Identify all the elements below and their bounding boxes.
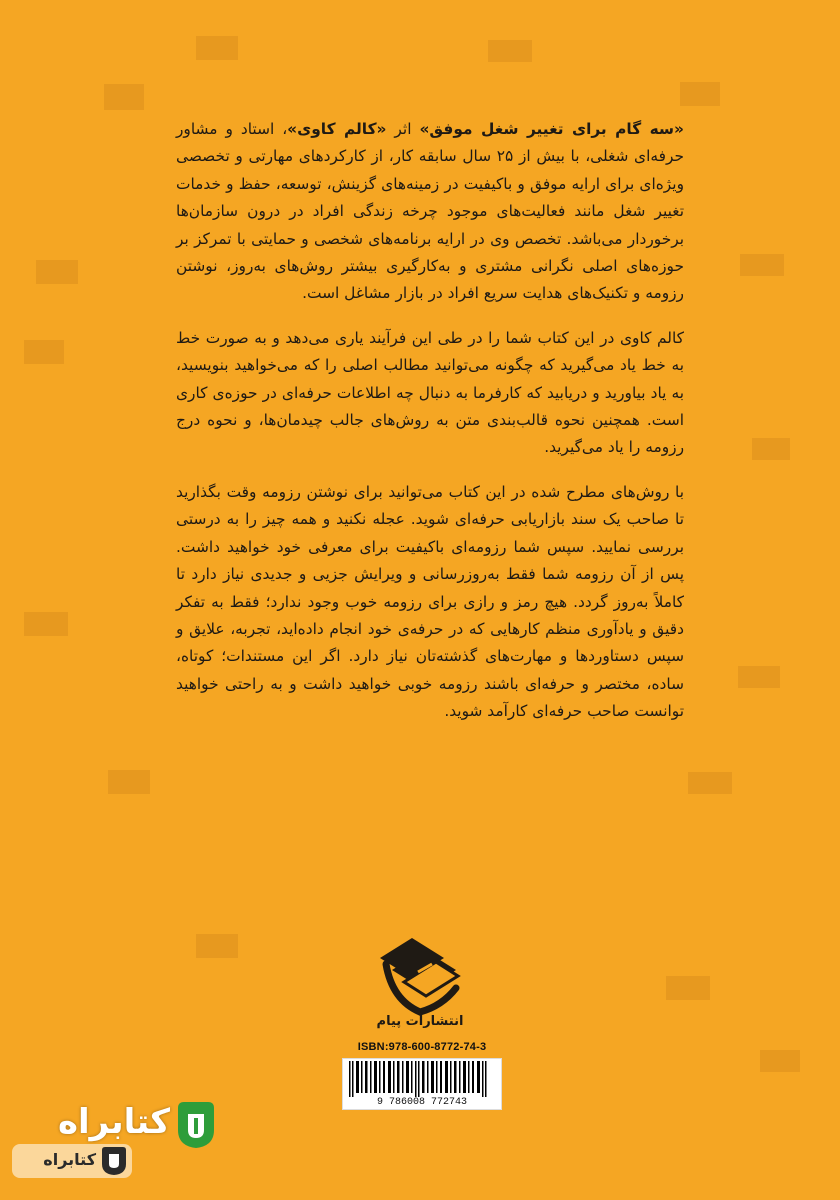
ketabrah-logo-icon <box>174 1100 218 1150</box>
watermark-text-large: کتابراه <box>57 1102 170 1142</box>
paragraph-3: با روش‌های مطرح شده در این کتاب می‌توانید برای نوشتن رزومه وقت بگذارید تا صاحب یک سند بازاریابی حرفه‌ای شوید. عجله نکنید و همه چیز را به درستی بررسی نمایید. سپس شما رزومه‌ای باکیفیت برای معرفی خود خواهید داشت. پس از آن رزومه شما فقط به‌روزرسانی و ویرایش جزیی و جدیدی نیاز دارد تا کاملاً به‌روز گردد. هیچ رمز و رازی برای رزومه خوب وجود ندارد؛ فقط به تفکر دقیق و یادآوری منظم کارهایی که در حرفه‌ی خود انجام داده‌اید، تجربه، علایق و سپس دستاوردها و مهارت‌های گذشته‌تان نیاز دارد. اگر این مستندات؛ کوتاه، ساده، مختصر و حرفه‌ای باشند رزومه خوبی خواهید داشت و به راحتی خواهید توانست صاحب حرفه‌ای کارآمد شوید. <box>176 482 684 721</box>
bg-patch <box>740 254 784 276</box>
publisher-logo-icon <box>372 928 468 1028</box>
text-span: اثر <box>386 120 420 138</box>
bg-patch <box>196 934 238 958</box>
barcode-bars <box>347 1061 497 1097</box>
ketabrah-small-icon <box>100 1146 128 1176</box>
bg-patch <box>752 438 790 460</box>
bg-patch <box>738 666 780 688</box>
bg-patch <box>488 40 532 62</box>
bg-patch <box>24 612 68 636</box>
bg-patch <box>24 340 64 364</box>
bg-patch <box>688 772 732 794</box>
paragraph-intro <box>176 116 684 308</box>
barcode <box>342 1058 502 1110</box>
back-cover-text <box>176 116 684 743</box>
bg-patch <box>196 36 238 60</box>
bg-patch <box>666 976 710 1000</box>
ketabrah-watermark-small <box>12 1140 132 1182</box>
bg-patch <box>36 260 78 284</box>
isbn-barcode <box>342 1040 502 1108</box>
bg-patch <box>104 84 144 110</box>
bg-patch <box>680 82 720 106</box>
bg-patch <box>760 1050 800 1072</box>
text-span: ، استاد و مشاور حرفه‌ای شغلی، با بیش از ۲۵ سال سابقه کار، از کارکردهای مهارتی و تخصصی ویژه‌ای برای ارایه موفق و باکیفیت در زمینه‌های گزینش، توسعه، حفظ و خدمات تغییر شغل مانند فعالیت‌های موجود چرخه زندگی افراد در درون سازمان‌ها برخوردار می‌باشد. تخصص وی در ارایه برنامه‌های شخصی و حمایتی با تمرکز بر حوزه‌های اصلی نگرانی مشتری و به‌کارگیری بیشتر روش‌های به‌روز، نوشتن رزومه و تکنیک‌های هدایت سریع افراد در بازار مشاغل است. <box>176 120 684 303</box>
isbn-label: ISBN:978-600-8772-74-3 <box>357 1041 487 1053</box>
watermark-text-small: کتابراه <box>43 1150 96 1169</box>
book-title: «سه گام برای تغییر شغل موفق» <box>419 120 684 138</box>
publisher-name: انتشارات پیام <box>376 1014 464 1029</box>
bg-patch <box>108 770 150 794</box>
author-name: «کالم کاوی» <box>287 120 387 138</box>
barcode-digits: 9 786008 772743 <box>376 1097 467 1108</box>
paragraph-2: کالم کاوی در این کتاب شما را در طی این فرآیند یاری می‌دهد و به صورت خط به خط یاد می‌گیرید که چگونه می‌توانید مطالب اصلی را که می‌خواهید بنویسید، به یاد بیاورید و دریابید که کارفرما به دنبال چه اطلاعات حرفه‌ای در حوزه‌ی کاری است. همچنین نحوه قالب‌بندی متن به روش‌های جالب چیدمان‌ها، و نحوه درج رزومه را یاد می‌گیرید. <box>176 328 684 457</box>
